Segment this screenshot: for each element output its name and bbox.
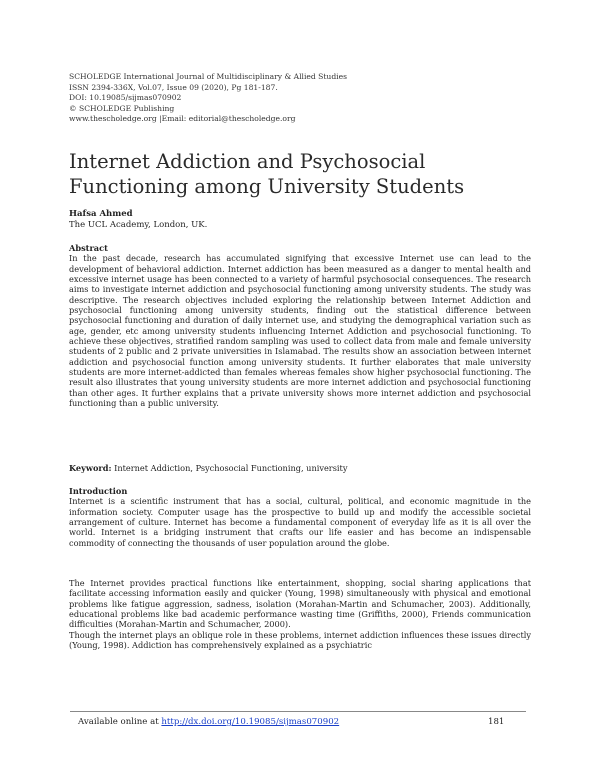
keyword-text: Internet Addiction, Psychosocial Functioning, university [111,463,348,473]
introduction-paragraph-2: The Internet provides practical functions like entertainment, shopping, social sharing applications that facilitate accessing information easily and quicker (Young, 1998) simultaneously with physical and emotional problems like fatigue aggression, sadness, isolation (Morahan-Martin and Schumacher, 2003). Additionally, educational problems like bad academic performance wasting time (Griffiths, 2000), Friends communication difficulties (Morahan-Martin and Schumacher, 2000). [69,578,531,630]
footer-available-text: Available online at [78,717,162,727]
paper-title-line-1: Internet Addiction and Psychosocial [69,150,426,173]
doi-link[interactable]: http://dx.doi.org/10.19085/sijmas070902 [161,717,340,727]
abstract-text: In the past decade, research has accumulated signifying that excessive Internet use can lead to the development of behavioral addiction. Internet addiction has been measured as a danger to mental health and excessive internet usage has been connected to a variety of harmful psychosocial consequences. The research aims to investigate internet addiction and psychosocial functioning among university students. The study was descriptive. The research objectives included exploring the relationship between Internet Addiction and psychosocial functioning among university students, finding out the statistical difference between psychosocial functioning and duration of daily internet use, and studying the demographical variation such as age, gender, etc among university students influencing Internet Addiction and psychosocial functioning. To achieve these objectives, stratified random sampling was used to collect data from male and female university students of 2 public and 2 private universities in Islamabad. The results show an association between internet addiction and psychosocial function among university students. It further elaborates that male university students are more internet-addicted than females whereas females show higher psychosocial functioning. The result also illustrates that young university students are more internet addiction and psychosocial functioning than other ages. It further explains that a private university shows more internet addiction and psychosocial functioning than a public university. [69,253,531,409]
keyword-line [69,463,531,473]
footer-divider [70,711,526,712]
paper-title [69,149,539,199]
introduction-paragraph-3: Though the internet plays an oblique role in these problems, internet addiction influences these issues directly (Young, 1998). Addiction has comprehensively explained as a psychiatric [69,630,531,651]
abstract-heading: Abstract [69,243,108,253]
web-line: www.thescholedge.org |Email: editorial@thescholedge.org [69,114,296,124]
author-block [69,209,207,231]
page-number: 181 [488,717,505,727]
author-affiliation: The UCL Academy, London, UK. [69,220,208,230]
abstract-section [69,243,531,409]
paper-title-line-2: Functioning among University Students [69,175,465,198]
introduction-paragraph-1: Internet is a scientific instrument that has a social, cultural, political, and economic magnitude in the information society. Computer usage has the prospective to build up and modify the accessible societal arrangement of culture. Internet has become a fundamental component of everyday life as it is all over the world. Internet is a bridging instrument that crafts our life easier and has become an indispensable commodity of connecting the thousands of user population around the globe. [69,496,531,548]
page-footer [78,717,505,728]
introduction-section [69,486,531,548]
doi-line: DOI: 10.19085/sijmas070902 [69,93,182,103]
copyright-line: © SCHOLEDGE Publishing [69,103,175,113]
journal-name: SCHOLEDGE International Journal of Multidisciplinary & Allied Studies [69,72,347,81]
keyword-label: Keyword: [69,463,112,473]
author-name: Hafsa Ahmed [69,209,133,219]
issn-line: ISSN 2394-336X, Vol.07, Issue 09 (2020), Pg 181-187. [69,82,278,92]
introduction-heading: Introduction [69,486,128,496]
journal-header [69,72,539,125]
